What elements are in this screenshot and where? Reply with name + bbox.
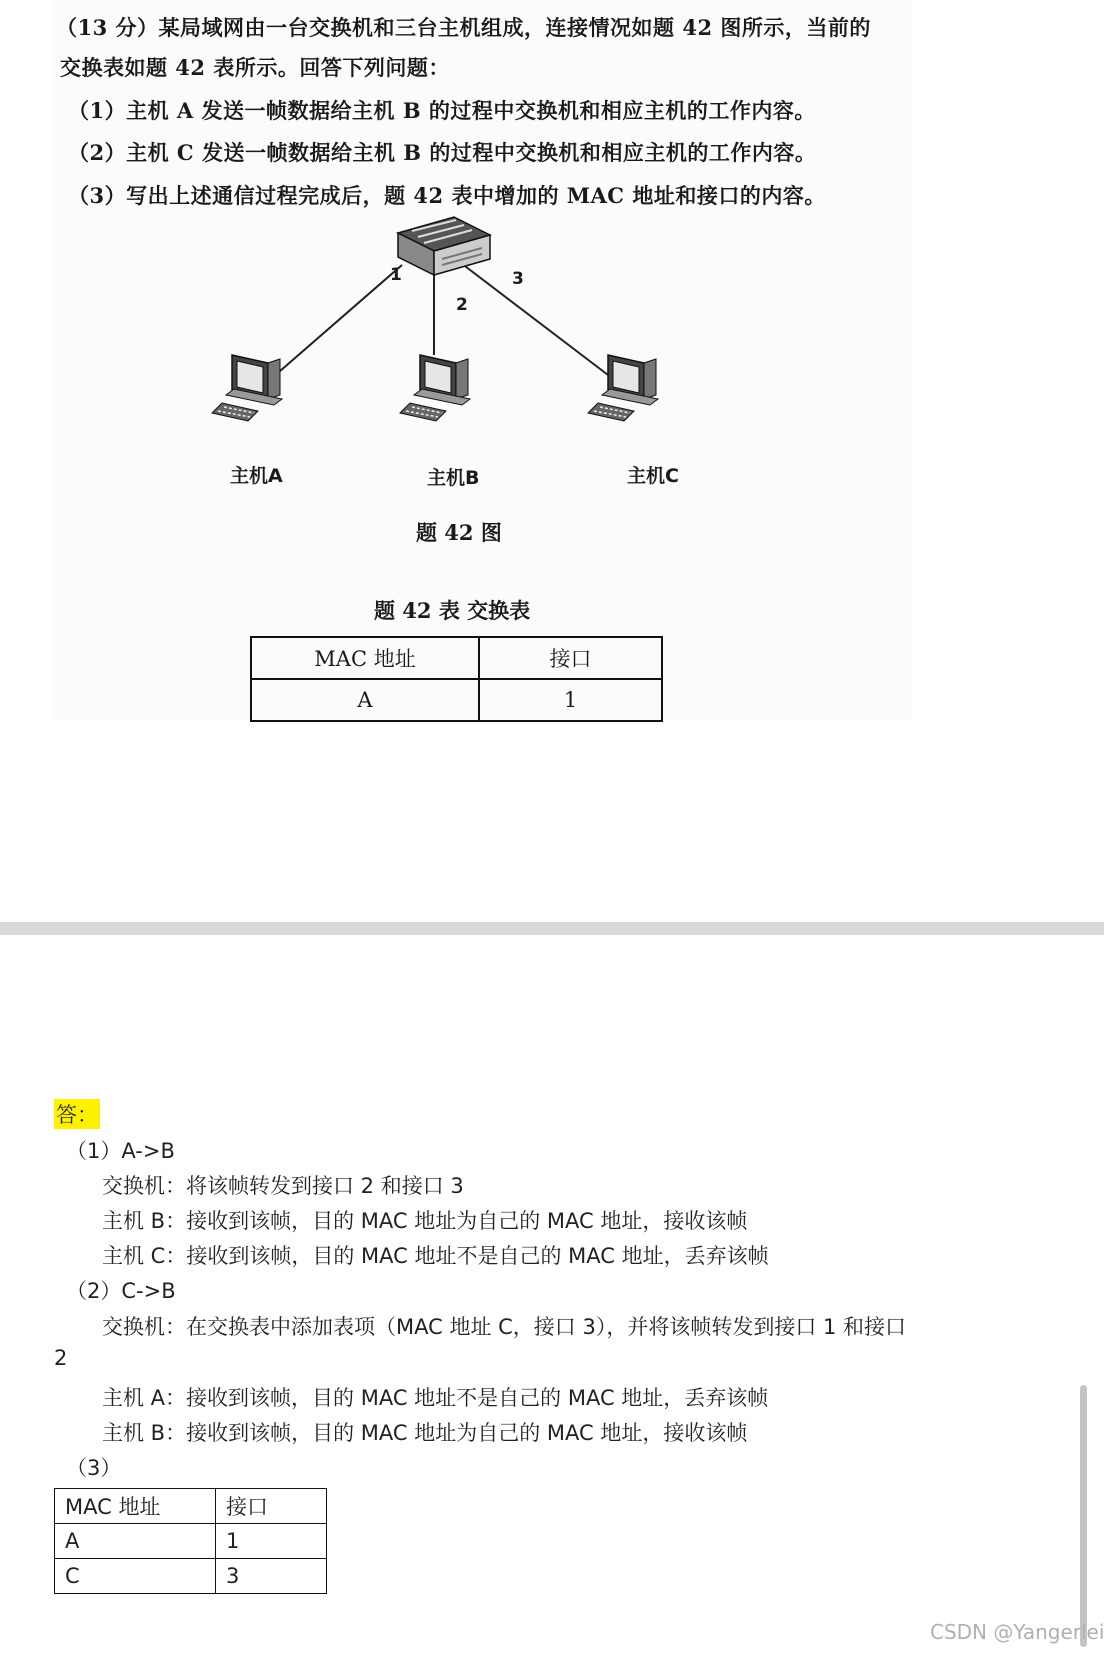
table-row bbox=[55, 1524, 327, 1559]
answer-table-cell-port: 3 bbox=[216, 1559, 327, 1594]
sub-question-1: （1）主机 A 发送一帧数据给主机 B 的过程中交换机和相应主机的工作内容。 bbox=[68, 98, 816, 123]
answer-table-cell-mac: A bbox=[55, 1524, 216, 1559]
table-header-port: 接口 bbox=[479, 637, 662, 679]
answer-line: 交换机：在交换表中添加表项（MAC 地址 C，接口 3），并将该帧转发到接口 1 和接口 bbox=[102, 1315, 907, 1339]
answer-line: （3） bbox=[66, 1456, 122, 1480]
network-diagram bbox=[52, 215, 912, 545]
cable-port-3 bbox=[457, 260, 612, 378]
host-b-computer-icon bbox=[400, 355, 470, 421]
switch-table bbox=[250, 636, 663, 722]
port-label-2: 2 bbox=[456, 295, 468, 315]
port-label-3: 3 bbox=[512, 269, 524, 289]
question-section bbox=[52, 0, 912, 720]
answer-line: 主机 B：接收到该帧，目的 MAC 地址为自己的 MAC 地址，接收该帧 bbox=[102, 1209, 748, 1233]
answer-table-cell-mac: C bbox=[55, 1559, 216, 1594]
answer-line: 主机 A：接收到该帧，目的 MAC 地址不是自己的 MAC 地址，丢弃该帧 bbox=[102, 1386, 769, 1410]
table-cell-port: 1 bbox=[479, 679, 662, 721]
table-header-row bbox=[251, 637, 662, 679]
cable-port-1 bbox=[272, 265, 402, 378]
host-label-a: 主机A bbox=[230, 465, 283, 487]
answer-table-cell-port: 1 bbox=[216, 1524, 327, 1559]
switch-icon bbox=[398, 217, 490, 275]
question-intro-line2: 交换表如题 42 表所示。回答下列问题： bbox=[60, 55, 450, 80]
host-label-b: 主机B bbox=[427, 467, 480, 489]
host-label-c: 主机C bbox=[627, 465, 679, 487]
port-label-1: 1 bbox=[390, 265, 402, 285]
answer-section bbox=[0, 1095, 1104, 1655]
sub-question-3: （3）写出上述通信过程完成后，题 42 表中增加的 MAC 地址和接口的内容。 bbox=[68, 183, 826, 208]
table-caption: 题 42 表 交换表 bbox=[374, 598, 531, 623]
answer-line: （2）C->B bbox=[66, 1279, 176, 1303]
answer-line: 主机 B：接收到该帧，目的 MAC 地址为自己的 MAC 地址，接收该帧 bbox=[102, 1421, 748, 1445]
answer-table-header-port: 接口 bbox=[216, 1489, 327, 1524]
answer-line: 交换机：将该帧转发到接口 2 和接口 3 bbox=[102, 1174, 464, 1198]
answer-table-header-mac: MAC 地址 bbox=[55, 1489, 216, 1524]
table-cell-mac: A bbox=[251, 679, 479, 721]
figure-caption: 题 42 图 bbox=[416, 520, 502, 545]
answer-label: 答： bbox=[54, 1099, 100, 1129]
answer-table bbox=[54, 1488, 327, 1594]
table-header-mac: MAC 地址 bbox=[251, 637, 479, 679]
question-intro-line1: （13 分）某局域网由一台交换机和三台主机组成，连接情况如题 42 图所示，当前的 bbox=[56, 15, 871, 40]
section-divider bbox=[0, 922, 1104, 935]
watermark: CSDN @Yangerlei bbox=[930, 1620, 1104, 1644]
host-c-computer-icon bbox=[588, 355, 658, 421]
table-header-row bbox=[55, 1489, 327, 1524]
sub-question-2: （2）主机 C 发送一帧数据给主机 B 的过程中交换机和相应主机的工作内容。 bbox=[68, 140, 817, 165]
table-row bbox=[55, 1559, 327, 1594]
answer-line: 2 bbox=[54, 1346, 68, 1370]
host-a-computer-icon bbox=[212, 355, 282, 421]
answer-line: （1）A->B bbox=[66, 1139, 175, 1163]
table-row bbox=[251, 679, 662, 721]
vertical-scrollbar[interactable] bbox=[1080, 1385, 1087, 1647]
answer-line: 主机 C：接收到该帧，目的 MAC 地址不是自己的 MAC 地址，丢弃该帧 bbox=[102, 1244, 769, 1268]
network-diagram-drawing bbox=[52, 215, 912, 535]
